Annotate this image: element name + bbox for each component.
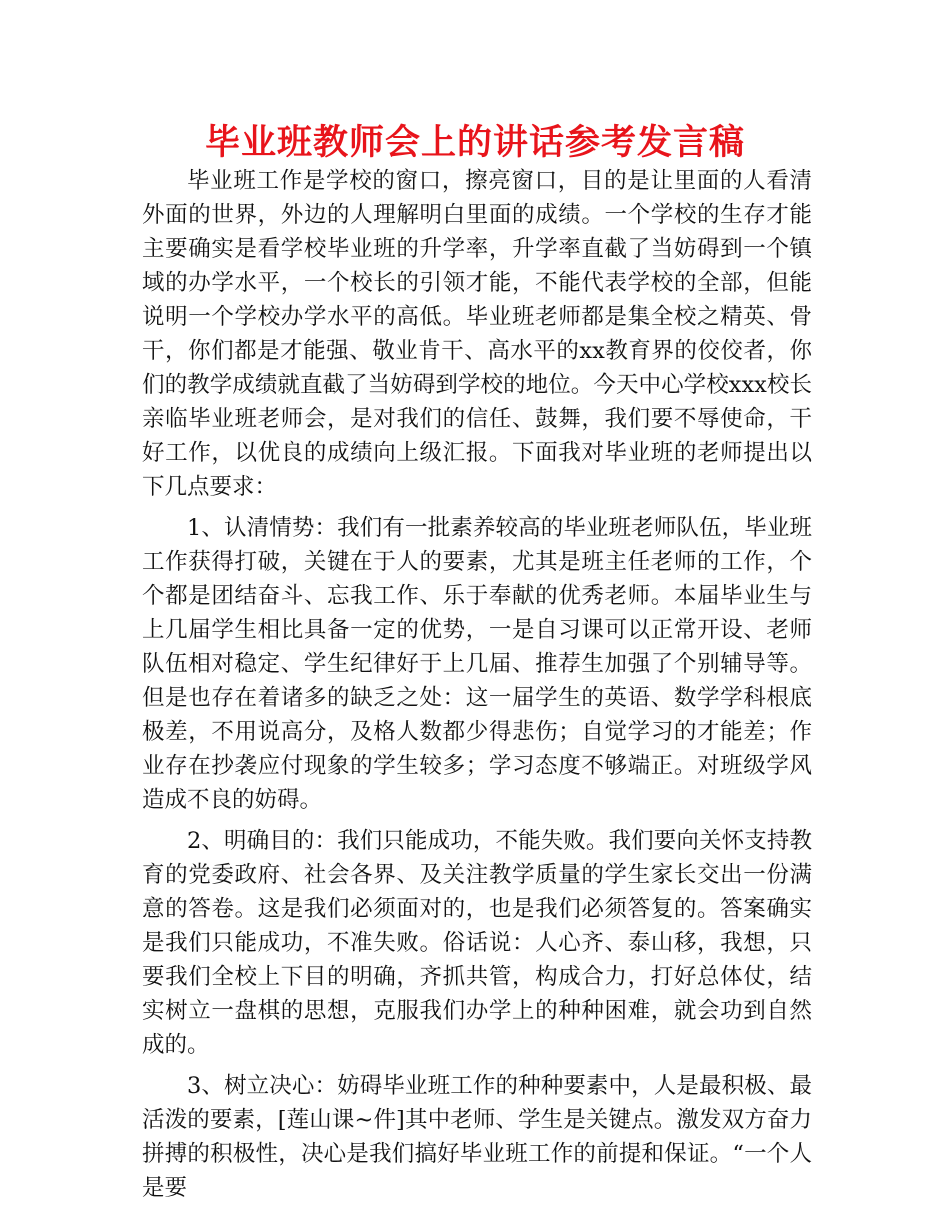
- paragraph-situation: 1、认清情势：我们有一批素养较高的毕业班老师队伍，毕业班工作获得打破，关键在于人的要素，尤其是班主任老师的工作，个个都是团结奋斗、忘我工作、乐于奉献的优秀老师。本届毕业生与上几届学生相比具备一定的优势，一是自习课可以正常开设、老师队伍相对稳定、学生纪律好于上几届、推荐生加强了个别辅导等。但是也存在着诸多的缺乏之处：这一届学生的英语、数学学科根底极差，不用说高分，及格人数都少得悲伤；自觉学习的才能差；作业存在抄袭应付现象的学生较多；学习态度不够端正。对班级学风造成不良的妨碍。: [142, 515, 812, 813]
- paragraph-determination: 3、树立决心：妨碍毕业班工作的种种要素中，人是最积极、最活泼的要素，[莲山课~件]其中老师、学生是关键点。激发双方奋力拼搏的积极性，决心是我们搞好毕业班工作的前提和保证。“一个人是要: [142, 1073, 812, 1201]
- document-title: 毕业班教师会上的讲话参考发言稿: [204, 123, 745, 163]
- paragraph-goal: 2、明确目的：我们只能成功，不能失败。我们要向关怀支持教育的党委政府、社会各界、及关注教学质量的学生家长交出一份满意的答卷。这是我们必须面对的，也是我们必须答复的。答案确实是我们只能成功，不准失败。俗话说：人心齐、泰山移，我想，只要我们全校上下目的明确，齐抓共管，构成合力，打好总体仗，结实树立一盘棋的思想，克服我们办学上的种种困难，就会功到自然成的。: [142, 828, 812, 1058]
- paragraph-intro: 毕业班工作是学校的窗口，擦亮窗口，目的是让里面的人看清外面的世界，外边的人理解明白里面的成绩。一个学校的生存才能主要确实是看学校毕业班的升学率，升学率直截了当妨碍到一个镇域的办学水平，一个校长的引领才能，不能代表学校的全部，但能说明一个学校办学水平的高低。毕业班老师都是集全校之精英、骨干，你们都是才能强、敬业肯干、高水平的xx教育界的佼佼者，你们的教学成绩就直截了当妨碍到学校的地位。今天中心学校xxx校长亲临毕业班老师会，是对我们的信任、鼓舞，我们要不辱使命，干好工作，以优良的成绩向上级汇报。下面我对毕业班的老师提出以下几点要求：: [142, 168, 812, 500]
- document-body: [142, 164, 812, 1205]
